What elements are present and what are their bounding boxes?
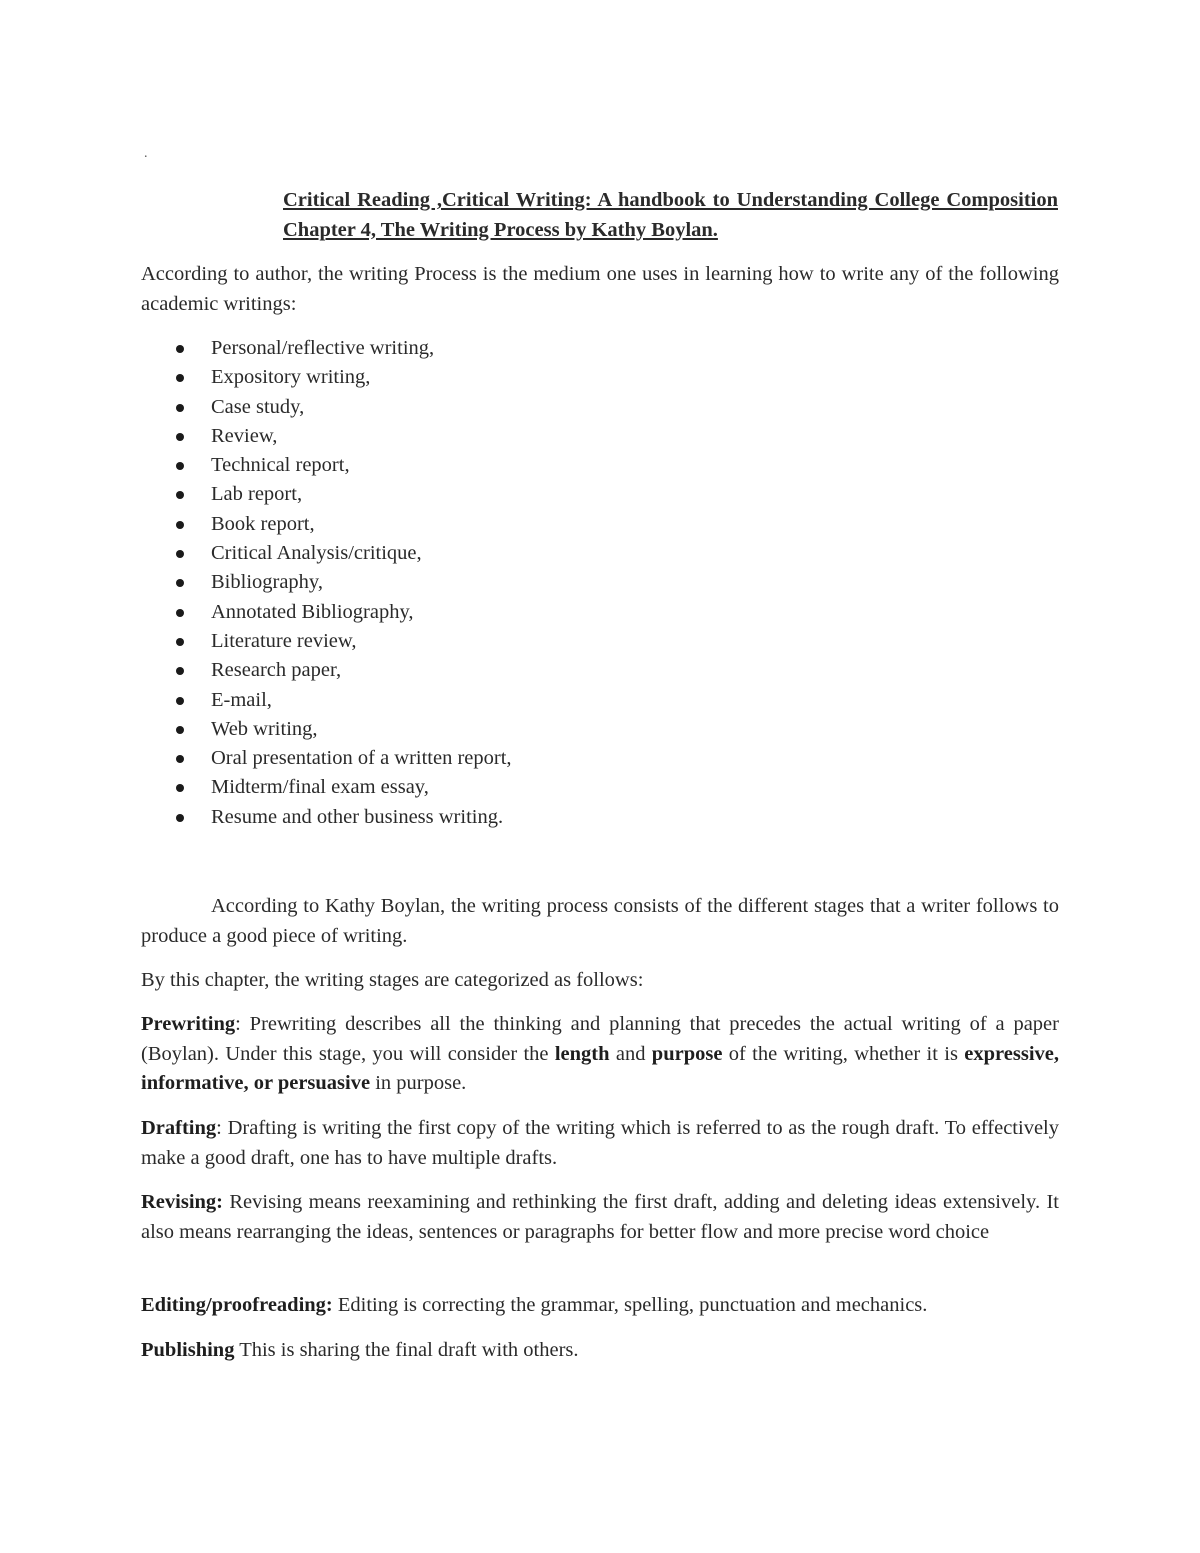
list-item-text: Resume and other business writing. [211, 805, 504, 828]
list-item-text: Literature review, [211, 629, 357, 652]
publishing-text: This is sharing the final draft with others. [234, 1339, 579, 1361]
list-item [141, 686, 1041, 715]
bullet-icon [176, 697, 184, 705]
list-item [141, 598, 1041, 627]
prewriting-term: Prewriting [141, 1013, 236, 1035]
list-item [141, 627, 1041, 656]
list-item [141, 773, 1041, 802]
boylan-paragraph: According to Kathy Boylan, the writing process consists of the different stages that a writer follows to produce a good piece of writing. [141, 895, 1059, 947]
purpose-types: expressive, informative, or persuasive [141, 1042, 1059, 1094]
list-item [141, 744, 1041, 773]
prewriting-text: : Prewriting describes all the thinking and planning that precedes the actual writing of a paper (Boylan). Under this stage, you will consider the [141, 1013, 1059, 1065]
stages-intro-paragraph: By this chapter, the writing stages are categorized as follows: [141, 969, 644, 991]
document-title: Critical Reading ,Critical Writing: A handbook to Understanding College Composition Chapter 4, The Writing Process by Kathy Boylan. [283, 189, 1058, 241]
drafting-text: : Drafting is writing the first copy of the writing which is referred to as the rough draft. To effectively make a good draft, one has to have multiple drafts. [141, 1117, 1059, 1169]
bullet-icon [176, 814, 184, 822]
list-item-text: Personal/reflective writing, [211, 337, 435, 359]
list-item [141, 715, 1041, 744]
list-item [141, 334, 1041, 363]
bullet-icon [176, 579, 184, 587]
list-item [141, 363, 1041, 392]
list-item [141, 480, 1041, 509]
drafting-term: Drafting [141, 1117, 217, 1139]
bullet-icon [176, 755, 184, 763]
length-term: length [554, 1042, 610, 1065]
list-item [141, 539, 1041, 568]
list-item [141, 568, 1041, 597]
list-item-text: Midterm/final exam essay, [211, 776, 429, 799]
bullet-icon [176, 726, 184, 734]
prewriting-paragraph [141, 1010, 1059, 1099]
list-item-text: E-mail, [211, 688, 272, 711]
list-item-text: Research paper, [211, 659, 342, 682]
list-item-text: Expository writing, [211, 366, 371, 389]
bullet-icon [176, 491, 184, 499]
bullet-icon [176, 784, 184, 792]
list-item [141, 803, 1041, 832]
bullet-icon [176, 374, 184, 382]
bullet-icon [176, 667, 184, 675]
prewriting-text: of the writing, whether it is [722, 1042, 965, 1065]
bullet-icon [176, 433, 184, 441]
list-item-text: Case study, [211, 395, 305, 418]
bullet-icon [176, 609, 184, 617]
publishing-paragraph [141, 1336, 1059, 1366]
bullet-icon [176, 638, 184, 646]
prewriting-text: in purpose. [370, 1072, 467, 1094]
publishing-term: Publishing [141, 1339, 235, 1361]
intro-paragraph: According to author, the writing Process is the medium one uses in learning how to write any of the following academic writings: [141, 263, 1059, 315]
list-item-text: Review, [211, 424, 278, 447]
list-item-text: Bibliography, [211, 571, 323, 594]
list-item [141, 451, 1041, 480]
list-item-text: Technical report, [211, 454, 350, 477]
revising-paragraph [141, 1188, 1059, 1247]
writings-list [141, 334, 1041, 832]
list-item [141, 656, 1041, 685]
bullet-icon [176, 521, 184, 529]
list-item-text: Book report, [211, 512, 315, 535]
revising-text: Revising means reexamining and rethinking the first draft, adding and deleting ideas extensively. It also means rearranging the ideas, sentences or paragraphs for better flow and more precise word choice [141, 1191, 1059, 1243]
bullet-icon [176, 462, 184, 470]
list-item [141, 510, 1041, 539]
bullet-icon [176, 345, 184, 353]
list-item-text: Oral presentation of a written report, [211, 747, 512, 770]
editing-paragraph [141, 1291, 1059, 1321]
list-item-text: Lab report, [211, 483, 303, 506]
bullet-icon [176, 404, 184, 412]
drafting-paragraph [141, 1114, 1059, 1173]
list-item-text: Critical Analysis/critique, [211, 542, 422, 565]
list-item [141, 422, 1041, 451]
purpose-term: purpose [651, 1042, 723, 1065]
stray-mark: . [144, 146, 148, 161]
list-item [141, 393, 1041, 422]
editing-text: Editing is correcting the grammar, spelling, punctuation and mechanics. [332, 1294, 928, 1316]
editing-term: Editing/proofreading: [141, 1294, 333, 1316]
prewriting-text: and [609, 1042, 652, 1065]
bullet-icon [176, 550, 184, 558]
list-item-text: Annotated Bibliography, [211, 600, 414, 623]
list-item-text: Web writing, [211, 717, 318, 740]
revising-term: Revising: [141, 1191, 223, 1213]
